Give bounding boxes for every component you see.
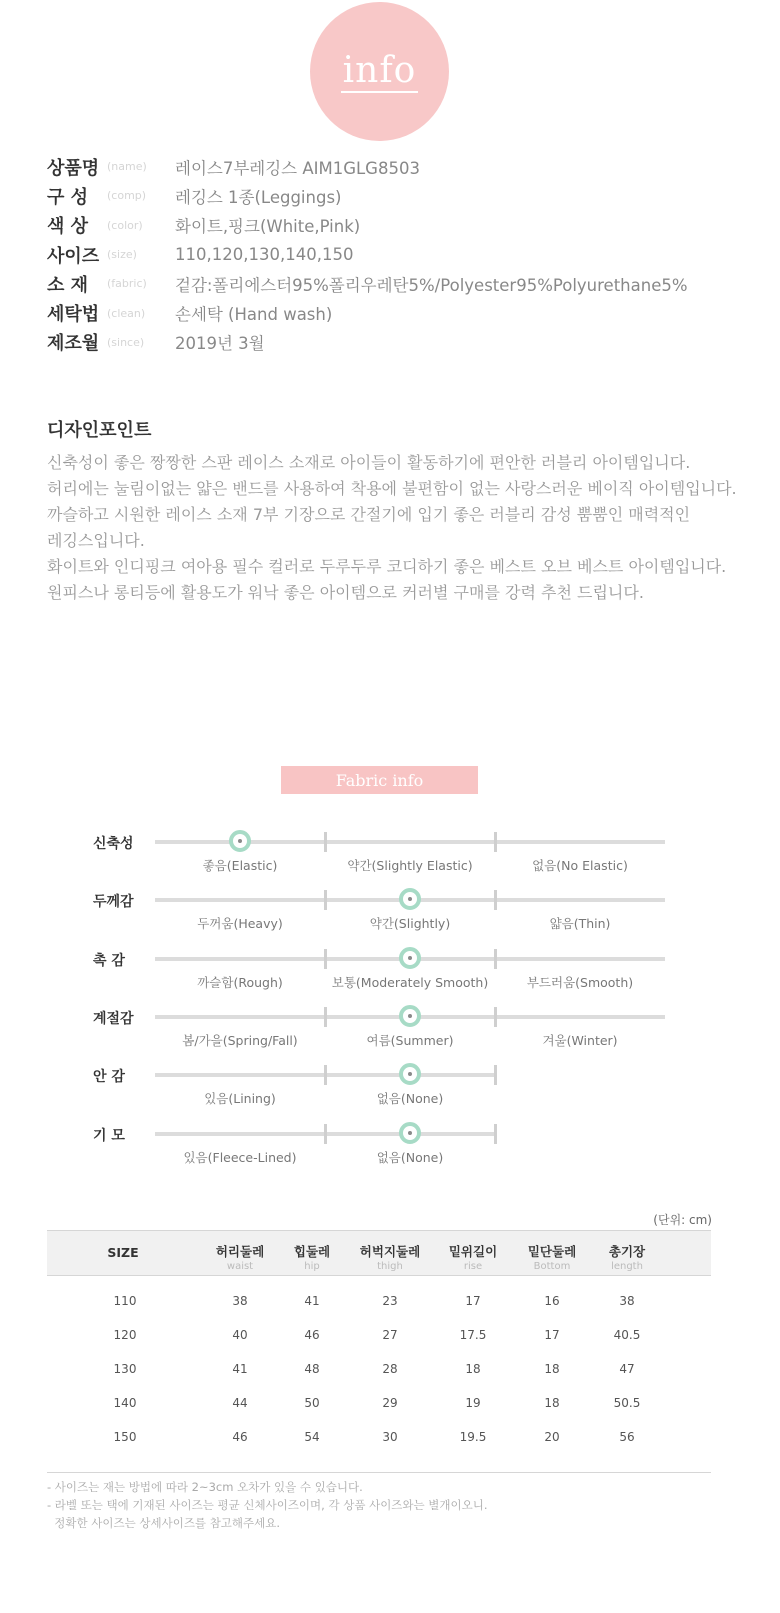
- table-cell: 27: [382, 1328, 398, 1342]
- design-point-section: [47, 416, 747, 606]
- table-cell: 40.5: [613, 1328, 641, 1342]
- table-header-sublabel: hip: [304, 1261, 320, 1272]
- fabric-info-title: Fabric info: [335, 770, 424, 790]
- table-cell: 54: [304, 1430, 320, 1444]
- fabric-tick: [324, 832, 327, 852]
- spec-key-text: 세탁법: [47, 304, 100, 326]
- table-header-row: [47, 1230, 711, 1276]
- table-header-cell: [345, 1242, 435, 1272]
- fabric-tick: [324, 1124, 327, 1144]
- design-line: 화이트와 인디핑크 여아용 필수 컬러로 두루두루 코디하기 좋은 베스트 오브 베스트 아이템입니다.: [47, 557, 727, 576]
- table-header-label: 밑단둘레: [527, 1244, 577, 1259]
- fabric-option: 좋음(Elastic): [202, 858, 278, 873]
- table-header-label: 밑위길이: [448, 1244, 498, 1259]
- table-cell: 38: [232, 1294, 248, 1308]
- table-row: [47, 1352, 711, 1386]
- fabric-selected-marker-icon: [399, 1063, 421, 1085]
- table-header-cell: [582, 1242, 672, 1272]
- fabric-tick: [324, 1007, 327, 1027]
- table-cell: 17: [465, 1294, 481, 1308]
- design-line: 까슬하고 시원한 레이스 소재 7부 기장으로 간절기에 입기 좋은 러블리 감성 뿜뿜인 매력적인: [47, 505, 691, 524]
- table-cell: 16: [544, 1294, 560, 1308]
- table-header-label: 허리둘레: [215, 1244, 265, 1259]
- table-cell: 28: [382, 1362, 398, 1376]
- fabric-tick: [494, 832, 497, 852]
- table-cell: 41: [232, 1362, 248, 1376]
- spec-key-text: 상품명: [47, 157, 100, 179]
- table-header-sublabel: length: [611, 1261, 643, 1272]
- info-badge-title: info: [342, 49, 417, 91]
- fabric-row: [0, 953, 780, 1007]
- table-divider: [47, 1472, 711, 1473]
- table-header-sublabel: thigh: [377, 1261, 403, 1272]
- fabric-row-label: 두께감: [93, 894, 134, 910]
- table-cell: 140: [113, 1396, 137, 1410]
- design-line: 원피스나 롱티등에 활용도가 워낙 좋은 아이템으로 커러별 구매를 강력 추천 드립니다.: [47, 583, 644, 602]
- table-header-label: 허벅지둘레: [359, 1244, 421, 1259]
- fabric-tick: [324, 949, 327, 969]
- fabric-row: [0, 836, 780, 890]
- size-note: - 라벨 또는 택에 기재된 사이즈는 평균 신체사이즈이며, 각 상품 사이즈와는 별개이오니.: [47, 1498, 488, 1512]
- fabric-tick: [494, 1065, 497, 1085]
- table-body: [47, 1276, 711, 1454]
- fabric-option: 여름(Summer): [366, 1033, 454, 1048]
- spec-value: 레깅스 1종(Leggings): [175, 187, 342, 207]
- design-point-title: 디자인포인트: [47, 420, 152, 441]
- spec-value: 110,120,130,140,150: [175, 245, 354, 265]
- design-line: 허리에는 눌림이없는 얇은 밴드를 사용하여 착용에 불편함이 없는 사랑스러운 베이직 아이템입니다.: [47, 479, 737, 498]
- spec-value: 레이스7부레깅스 AIM1GLG8503: [175, 158, 420, 178]
- table-cell: 46: [304, 1328, 320, 1342]
- spec-sub-label: (since): [107, 335, 145, 349]
- table-header-sublabel: rise: [463, 1261, 483, 1272]
- table-cell: 110: [113, 1294, 137, 1308]
- fabric-option: 보통(Moderately Smooth): [331, 975, 489, 990]
- fabric-selected-marker-icon: [399, 1122, 421, 1144]
- fabric-option: 약간(Slightly Elastic): [347, 858, 473, 873]
- table-header-cell: [428, 1242, 518, 1272]
- table-cell: 56: [619, 1430, 635, 1444]
- spec-key-text: 제조월: [47, 333, 100, 355]
- spec-sub-label: (clean): [107, 306, 146, 320]
- spec-key: [47, 242, 105, 268]
- fabric-tick: [324, 890, 327, 910]
- table-cell: 50: [304, 1396, 320, 1410]
- size-note: - 사이즈는 재는 방법에 따라 2~3cm 오차가 있을 수 있습니다.: [47, 1480, 363, 1494]
- spec-row: [47, 211, 747, 240]
- fabric-option: 있음(Lining): [204, 1091, 276, 1106]
- spec-row: [47, 328, 747, 357]
- info-badge: [310, 2, 449, 141]
- fabric-option: 부드러움(Smooth): [526, 975, 634, 990]
- fabric-selected-marker-icon: [399, 888, 421, 910]
- fabric-option: 두꺼움(Heavy): [197, 916, 283, 931]
- spec-sub-label: (comp): [107, 189, 147, 203]
- spec-key-text: 소 재: [47, 274, 89, 296]
- fabric-row-label: 계절감: [93, 1011, 134, 1027]
- table-cell: 17: [544, 1328, 560, 1342]
- spec-key-text: 구 성: [47, 186, 89, 208]
- size-unit: (단위: cm): [653, 1213, 712, 1227]
- table-cell: 17.5: [459, 1328, 487, 1342]
- spec-row: [47, 181, 747, 210]
- table-cell: 47: [619, 1362, 635, 1376]
- table-cell: 38: [619, 1294, 635, 1308]
- spec-sub-label: (name): [107, 160, 147, 174]
- fabric-info-header: [281, 766, 478, 794]
- table-cell: 18: [544, 1396, 560, 1410]
- fabric-tick: [494, 1124, 497, 1144]
- spec-key: [47, 154, 105, 180]
- table-cell: 19.5: [459, 1430, 487, 1444]
- table-cell: 120: [113, 1328, 137, 1342]
- spec-key: [47, 300, 105, 326]
- fabric-row: [0, 1128, 780, 1182]
- fabric-option: 없음(None): [376, 1091, 444, 1106]
- fabric-option: 봄/가을(Spring/Fall): [182, 1033, 298, 1048]
- table-header-sublabel: Bottom: [533, 1261, 571, 1272]
- spec-row: [47, 152, 747, 181]
- table-header-label: 힙둘레: [293, 1244, 331, 1259]
- fabric-row-label: 신축성: [93, 836, 134, 852]
- table-cell: 48: [304, 1362, 320, 1376]
- spec-row: [47, 240, 747, 269]
- spec-value: 겉감:폴리에스터95%폴리우레탄5%/Polyester95%Polyurethane5%: [175, 275, 688, 295]
- fabric-row-label: 안 감: [93, 1069, 125, 1085]
- table-cell: 46: [232, 1430, 248, 1444]
- size-notes: [47, 1478, 487, 1532]
- fabric-tick: [324, 1065, 327, 1085]
- table-cell: 50.5: [613, 1396, 641, 1410]
- table-header-cell: [267, 1242, 357, 1272]
- spec-sub-label: (size): [107, 248, 137, 262]
- table-cell: 20: [544, 1430, 560, 1444]
- spec-row: [47, 269, 747, 298]
- fabric-row: [0, 1011, 780, 1065]
- fabric-tick: [494, 949, 497, 969]
- fabric-selected-marker-icon: [229, 830, 251, 852]
- fabric-option: 없음(None): [376, 1150, 444, 1165]
- fabric-option: 까슬함(Rough): [197, 975, 283, 990]
- spec-sub-label: (color): [107, 218, 143, 232]
- table-cell: 18: [544, 1362, 560, 1376]
- table-cell: 30: [382, 1430, 398, 1444]
- table-row: [47, 1284, 711, 1318]
- table-header-label: 총기장: [608, 1244, 646, 1259]
- table-cell: 41: [304, 1294, 320, 1308]
- table-cell: 150: [113, 1430, 137, 1444]
- fabric-row: [0, 894, 780, 948]
- design-line: 레깅스입니다.: [47, 531, 145, 550]
- table-cell: 40: [232, 1328, 248, 1342]
- fabric-option: 없음(No Elastic): [532, 858, 628, 873]
- table-cell: 44: [232, 1396, 248, 1410]
- table-cell: 29: [382, 1396, 398, 1410]
- table-row: [47, 1420, 711, 1454]
- size-table: [47, 1230, 711, 1454]
- fabric-row-label: 기 모: [93, 1128, 125, 1144]
- spec-key: [47, 329, 105, 355]
- spec-sub-label: (fabric): [107, 277, 147, 291]
- table-row: [47, 1386, 711, 1420]
- spec-value: 2019년 3월: [175, 334, 265, 354]
- spec-row: [47, 298, 747, 327]
- fabric-option: 얇음(Thin): [549, 916, 611, 931]
- fabric-tick: [494, 890, 497, 910]
- fabric-tick: [494, 1007, 497, 1027]
- fabric-row: [0, 1069, 780, 1123]
- table-header-label: SIZE: [107, 1245, 139, 1260]
- spec-key-text: 색 상: [47, 216, 89, 238]
- fabric-row-label: 촉 감: [93, 953, 125, 969]
- table-row: [47, 1318, 711, 1352]
- table-header-cell: [78, 1245, 168, 1261]
- table-cell: 18: [465, 1362, 481, 1376]
- spec-key: [47, 271, 105, 297]
- table-cell: 19: [465, 1396, 481, 1410]
- spec-value: 손세탁 (Hand wash): [175, 305, 333, 325]
- spec-value: 화이트,핑크(White,Pink): [175, 217, 361, 237]
- size-note: 정확한 사이즈는 상세사이즈를 참고해주세요.: [47, 1516, 281, 1530]
- fabric-selected-marker-icon: [399, 1005, 421, 1027]
- product-spec-list: [47, 152, 747, 357]
- spec-key: [47, 212, 105, 238]
- fabric-selected-marker-icon: [399, 947, 421, 969]
- table-cell: 130: [113, 1362, 137, 1376]
- spec-key-text: 사이즈: [47, 245, 100, 267]
- design-line: 신축성이 좋은 짱짱한 스판 레이스 소재로 아이들이 활동하기에 편안한 러블리 아이템입니다.: [47, 453, 691, 472]
- fabric-option: 약간(Slightly): [369, 916, 451, 931]
- table-cell: 23: [382, 1294, 398, 1308]
- spec-key: [47, 183, 105, 209]
- table-header-sublabel: waist: [226, 1261, 254, 1272]
- design-point-text: [47, 450, 747, 606]
- fabric-option: 겨울(Winter): [542, 1033, 618, 1048]
- fabric-option: 있음(Fleece-Lined): [183, 1150, 297, 1165]
